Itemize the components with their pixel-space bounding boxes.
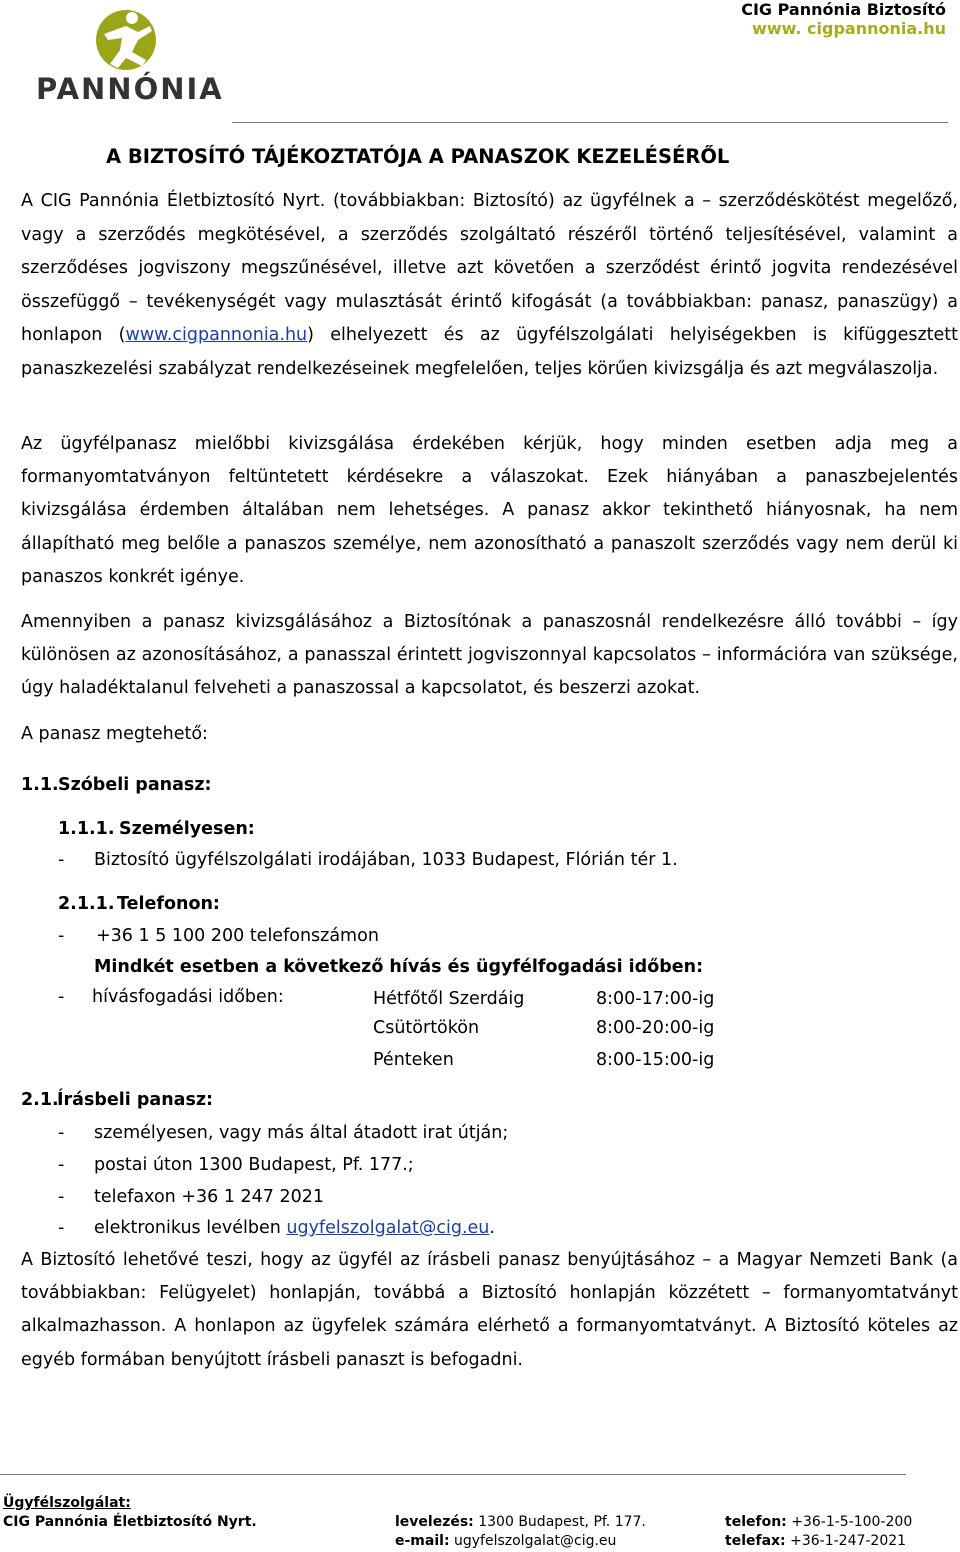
email-link[interactable]: ugyfelszolgalat@cig.eu [286,1218,490,1238]
hours-days-3: Pénteken [373,1050,454,1070]
company-logo [34,4,234,104]
header-divider [232,122,948,123]
subsection-personal-heading: Személyesen: [119,819,255,839]
intro-text-start: A CIG Pannónia Életbiztosító Nyrt. (továbbiakban: Biztosító) az ügyfélnek a – szerződéskötést megelőző, vagy a szerződés megkötésével, a szerződés szolgáltató részéről történő teljesítésével, valamint a szerződéses jogviszony megszűnésével, illetve azt követően a szerződést érintő jogvita rendezésével összefüggő – tevékenységét vagy mulasztását érintő kifogását (a továbbiakban: panasz, panaszügy) a honlapon ( [21,191,958,346]
contact-paragraph: Amennyiben a panasz kivizsgálásához a Biztosítónak a panaszosnál rendelkezésre álló további – így különösen az azonosításához, a panasszal érintett jogviszonnyal kapcsolatos – információra van szüksége, úgy haladéktalanul felveheti a panaszossal a kapcsolatot, és beszerzi azokat. [21,612,958,699]
list-dash: - [58,1218,65,1238]
header-website[interactable]: www. cigpannonia.hu [752,19,946,38]
written-item-personal: személyesen, vagy más által átadott irat útján; [94,1123,509,1143]
phone-number-item: +36 1 5 100 200 telefonszámon [96,926,379,946]
hours-time-1: 8:00-17:00-ig [596,989,715,1009]
hours-time-2: 8:00-20:00-ig [596,1018,715,1038]
intro-paragraph [21,185,958,387]
footer-divider [0,1474,906,1475]
hours-label: hívásfogadási időben: [92,987,284,1007]
footer-mail-label: levelezés: [395,1514,474,1530]
email-item-end: . [489,1218,495,1238]
logo-wordmark: PANNÓNIA [36,72,224,106]
footer-fax-label: telefax: [725,1533,786,1549]
footer-email-label: e-mail: [395,1533,450,1549]
list-dash: - [58,850,65,870]
footer-email [395,1532,616,1550]
info-paragraph: Az ügyfélpanasz mielőbbi kivizsgálása érdekében kérjük, hogy minden esetben adja meg a formanyomtatványon feltüntetett kérdésekre a válaszokat. Ezek hiányában a panaszbejelentés kivizsgálása érdemben általában nem lehetséges. A panasz akkor tekinthető hiányosnak, ha nem állapítható meg belőle a panaszos személye, nem azonosítható a panaszolt szerződés vagy nem derül ki panaszos konkrét igénye. [21,434,958,587]
intro-text-end: ) elhelyezett és az ügyfélszolgálati helyiségekben is kifüggesztett panaszkezelési szabályzat rendelkezéseinek megfelelően, teljes körűen kivizsgálja és azt megválaszolja. [21,325,959,379]
subsection-personal-num: 1.1.1. [58,819,115,839]
section-written-num: 2.1. [21,1090,59,1110]
list-dash: - [58,987,65,1007]
form-paragraph: A Biztosító lehetővé teszi, hogy az ügyfél az írásbeli panasz benyújtásához – a Magyar Nemzeti Bank (a továbbiakban: Felügyelet) honlapján, továbbá a Biztosító honlapján közzétett – formanyomtatványt alkalmazhasson. A honlapon az ügyfelek számára elérhető a formanyomtatványt. A Biztosító köteles az egyéb formában benyújtott írásbeli panaszt is befogadni. [21,1250,958,1370]
section-oral-num: 1.1. [21,775,59,795]
hours-time-3: 8:00-15:00-ig [596,1050,715,1070]
footer-label: Ügyfélszolgálat: [3,1495,131,1511]
subsection-phone-heading: Telefonon: [117,894,220,914]
hours-days-1: Hétfőtől Szerdáig [373,989,525,1009]
hours-note: Mindkét esetben a következő hívás és ügyfélfogadási időben: [94,957,704,977]
footer-mail [395,1513,646,1531]
list-dash: - [58,926,65,946]
hours-days-2: Csütörtökön [373,1018,480,1038]
footer-phone [725,1513,912,1531]
section-oral-heading: Szóbeli panasz: [58,775,212,795]
page-title: A BIZTOSÍTÓ TÁJÉKOZTATÓJA A PANASZOK KEZELÉSÉRŐL [106,145,730,168]
list-dash: - [58,1123,65,1143]
written-item-email [94,1216,495,1240]
footer-mail-value: 1300 Budapest, Pf. 177. [473,1514,646,1530]
list-dash: - [58,1155,65,1175]
personal-office-item: Biztosító ügyfélszolgálati irodájában, 1033 Budapest, Flórián tér 1. [94,850,678,870]
list-dash: - [58,1187,65,1207]
written-item-fax: telefaxon +36 1 247 2021 [94,1187,325,1207]
footer-phone-label: telefon: [725,1514,787,1530]
complaint-intro: A panasz megtehető: [21,724,208,744]
written-item-postal: postai úton 1300 Budapest, Pf. 177.; [94,1155,414,1175]
footer-company: CIG Pannónia Életbiztosító Nyrt. [3,1514,257,1530]
subsection-phone-num: 2.1.1. [58,894,115,914]
section-written-heading: Írásbeli panasz: [57,1090,214,1110]
footer-phone-value: +36-1-5-100-200 [786,1514,913,1530]
footer-fax [725,1532,906,1550]
website-link[interactable]: www.cigpannonia.hu [125,325,308,346]
header-company-name: CIG Pannónia Biztosító [741,0,946,19]
footer-email-value[interactable]: ugyfelszolgalat@cig.eu [449,1533,617,1549]
footer-fax-value: +36-1-247-2021 [785,1533,907,1549]
email-item-text: elektronikus levélben [94,1218,287,1238]
